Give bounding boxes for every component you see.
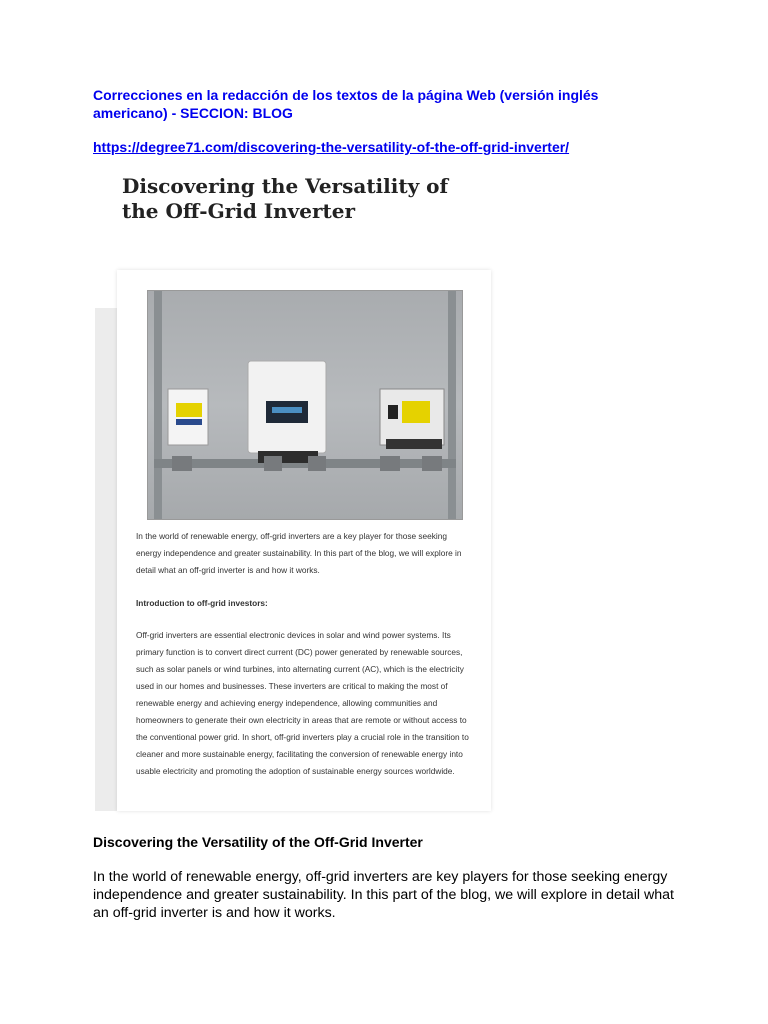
card-intro-paragraph: In the world of renewable energy, off-grid inverters are a key player for those seeking energy independence and greater sustainability. In this part of the blog, we will explore in detail what an off-grid inverter is and how it works. (136, 531, 462, 575)
inverter-photo (147, 290, 463, 520)
card-shadow (95, 308, 117, 811)
inverter-illustration (148, 291, 462, 519)
card-body-paragraph: Off-grid inverters are essential electronic devices in solar and wind power systems. Its primary function is to convert direct current (DC) power generated by renewable sources, such as solar panels or wind turbines, into alternating current (AC), which is the electricity used in our homes and businesses. These inverters are critical to making the most of renewable energy and achieving energy independence, allowing communities and homeowners to generate their own electricity in areas that are remote or without access to the conventional power grid. In short, off-grid inverters play a crucial role in the transition to cleaner and more sustainable energy, facilitating the conversion of renewable energy into usable electricity and promoting the adoption of sustainable energy sources worldwide. (136, 630, 469, 776)
blog-title: Discovering the Versatility of the Off-Grid Inverter (122, 174, 449, 223)
section-heading: Discovering the Versatility of the Off-Grid Inverter (93, 834, 423, 850)
right-pipe (448, 291, 456, 519)
right-warning-label (402, 401, 430, 423)
card-subheading: Introduction to off-grid investors: (136, 598, 268, 608)
blog-screenshot-card (117, 270, 491, 811)
document-heading: Correcciones en la redacción de los textos de la página Web (versión inglés americano) - SECCION: BLOG (93, 87, 599, 121)
left-warning-label (176, 403, 202, 417)
document-paragraph: In the world of renewable energy, off-grid inverters are key players for those seeking energy independence and greater sustainability. In this part of the blog, we will explore in detail what an off-grid inverter is and how it works. (93, 869, 674, 921)
blog-url-link[interactable]: https://degree71.com/discovering-the-versatility-of-the-off-grid-inverter/ (93, 139, 570, 155)
left-pipe (154, 291, 162, 519)
